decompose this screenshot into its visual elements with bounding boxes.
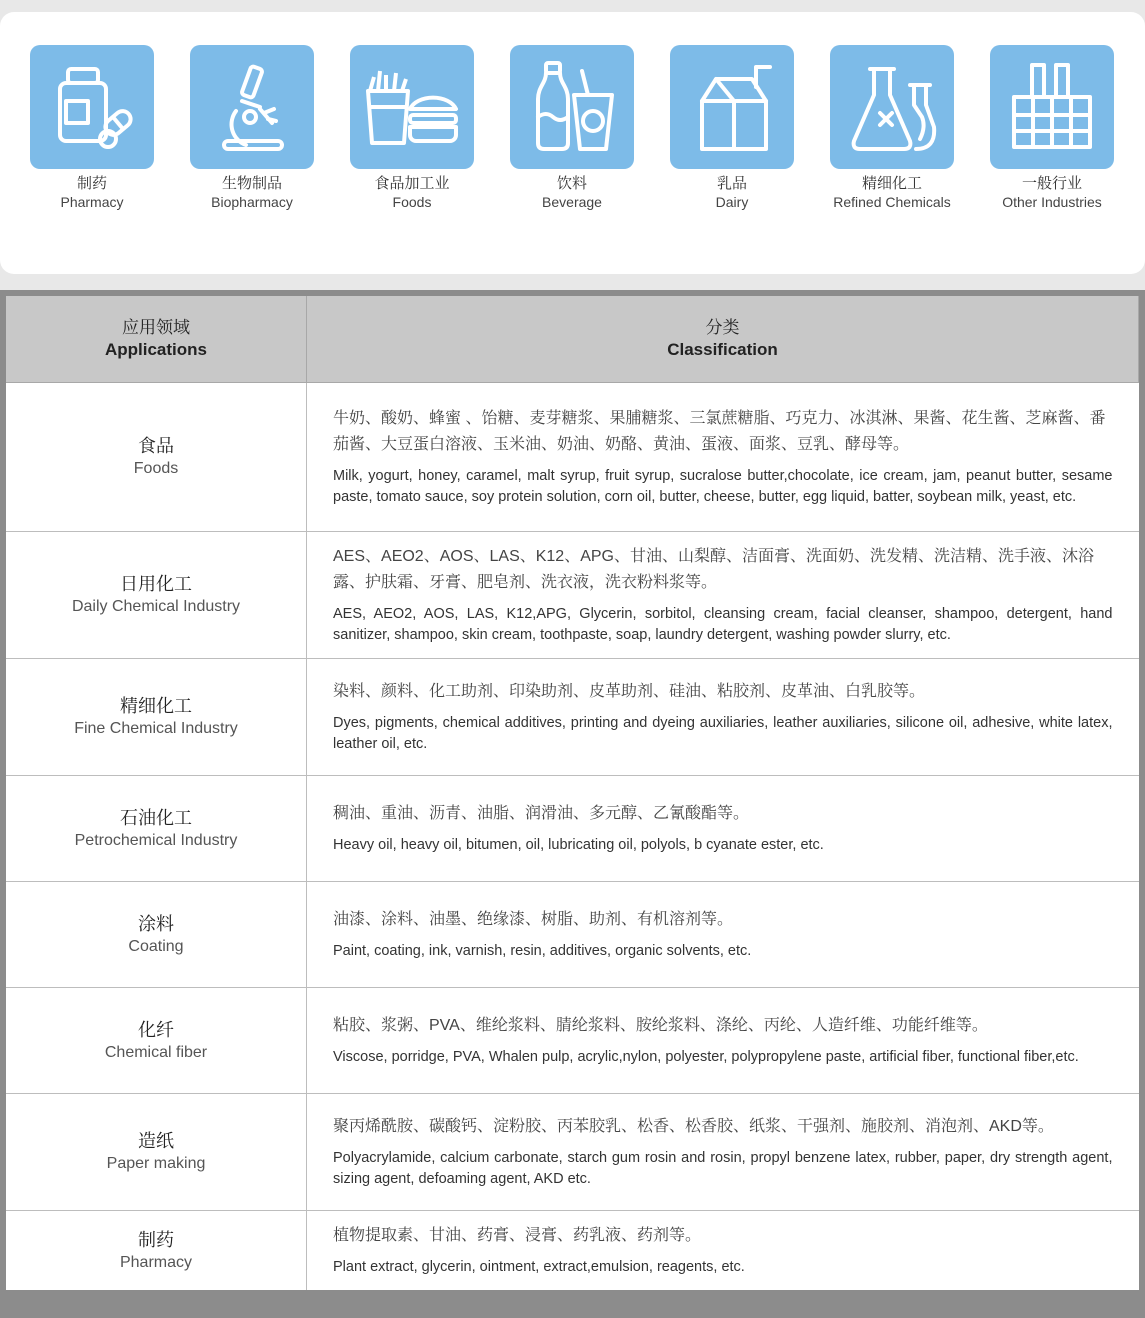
industry-label-cn: 乳品	[716, 175, 747, 192]
application-cn: 日用化工	[120, 574, 192, 594]
application-cn: 精细化工	[120, 696, 192, 716]
applications-table-container	[0, 290, 1145, 1318]
header-classification	[307, 296, 1139, 383]
industry-label-cn: 制药	[76, 175, 107, 192]
application-cn: 食品	[138, 436, 174, 456]
application-en: Foods	[133, 460, 179, 477]
classification-cn: 稠油、重油、沥青、油脂、润滑油、多元醇、乙氰酸酯等。	[333, 805, 750, 822]
industry-label-cn: 饮料	[556, 175, 587, 192]
classification-cell	[307, 776, 1139, 882]
application-cn: 石油化工	[120, 807, 192, 828]
applications-table	[6, 296, 1139, 1290]
industry-biopharmacy[interactable]	[172, 45, 332, 211]
table-row	[6, 383, 1139, 532]
application-cn: 造纸	[138, 1131, 174, 1151]
application-en: Petrochemical Industry	[74, 831, 238, 849]
classification-cell	[307, 532, 1139, 659]
industry-label-en: Other Industries	[1002, 194, 1102, 210]
table-row	[6, 776, 1139, 882]
microscope-icon	[190, 45, 314, 169]
classification-cn: 牛奶、酸奶、蜂蜜 、饴糖、麦芽糖浆、果脯糖浆、三氯蔗糖脂、巧克力、冰淇淋、果酱、花生酱、芝麻酱、番茄酱、大豆蛋白溶液、玉米油、奶油、奶酪、黄油、蛋液、面浆、豆乳、酵母等。	[333, 410, 1106, 453]
industry-label-en: Beverage	[542, 194, 602, 210]
classification-en: Heavy oil, heavy oil, bitumen, oil, lubricating oil, polyols, b cyanate ester, etc.	[333, 837, 824, 853]
industry-label-cn: 一般行业	[1021, 175, 1082, 192]
application-cn: 涂料	[138, 913, 174, 934]
industry-other[interactable]	[972, 45, 1132, 211]
fries-burger-icon	[350, 45, 474, 169]
table-row	[6, 1211, 1139, 1291]
classification-en: Milk, yogurt, honey, caramel, malt syrup, fruit syrup, sucralose butter,chocolate, ice cream, jam, peanut butter, sesame paste, tomato sauce, soy protein solution, corn oil, butter, cheese, butter, egg liquid, batter, soybean milk, yeast, etc.	[333, 468, 1113, 505]
industry-foods[interactable]	[332, 45, 492, 211]
industry-label-cn: 食品加工业	[374, 175, 450, 192]
table-row	[6, 882, 1139, 988]
application-cell	[6, 532, 307, 659]
application-cn: 化纤	[138, 1019, 174, 1040]
industry-label-en: Dairy	[715, 194, 749, 210]
table-row	[6, 988, 1139, 1094]
application-cell	[6, 659, 307, 776]
classification-en: Viscose, porridge, PVA, Whalen pulp, acrylic,nylon, polyester, polypropylene paste, artificial fiber, functional fiber,etc.	[333, 1049, 1079, 1065]
classification-cell	[307, 882, 1139, 988]
application-en: Daily Chemical Industry	[71, 598, 241, 615]
classification-en: Paint, coating, ink, varnish, resin, additives, organic solvents, etc.	[333, 943, 752, 959]
classification-cn: AES、AEO2、AOS、LAS、K12、APG、甘油、山梨醇、洁面膏、洗面奶、洗发精、洗洁精、洗手液、沐浴露、护肤霜、牙膏、肥皂剂、洗衣液，洗衣粉料浆等。	[333, 548, 1094, 591]
industry-icons-panel	[0, 12, 1145, 274]
classification-cell	[307, 383, 1139, 532]
industry-label-en: Biopharmacy	[211, 194, 293, 210]
classification-cn: 油漆、涂料、油墨、绝缘漆、树脂、助剂、有机溶剂等。	[333, 911, 734, 928]
industry-refined-chemicals[interactable]	[812, 45, 972, 211]
header-applications-en: Applications	[104, 340, 207, 359]
pill-bottle-icon	[30, 45, 154, 169]
table-row	[6, 1094, 1139, 1211]
milk-carton-icon	[670, 45, 794, 169]
header-applications-cn: 应用领域	[122, 318, 190, 337]
industry-label-cn: 精细化工	[861, 175, 922, 192]
industry-label-en: Foods	[392, 194, 432, 210]
bottle-cup-icon	[510, 45, 634, 169]
classification-cn: 植物提取素、甘油、药膏、浸膏、药乳液、药剂等。	[333, 1227, 702, 1244]
industry-label-cn: 生物制品	[221, 175, 282, 192]
classification-cell	[307, 988, 1139, 1094]
application-cell	[6, 988, 307, 1094]
classification-cn: 粘胶、浆粥、PVA、维纶浆料、腈纶浆料、胺纶浆料、涤纶、丙纶、人造纤维、功能纤维等。	[333, 1017, 988, 1034]
classification-cn: 聚丙烯酰胺、碳酸钙、淀粉胶、丙苯胶乳、松香、松香胶、纸浆、干强剂、施胶剂、消泡剂、AKD等。	[333, 1118, 1054, 1135]
application-cell	[6, 1211, 307, 1291]
classification-en: Polyacrylamide, calcium carbonate, starch gum rosin and rosin, propyl benzene latex, rubber, paper, dry strength agent, sizing agent, defoaming agent, AKD etc.	[333, 1150, 1113, 1187]
application-en: Paper making	[106, 1155, 206, 1172]
application-en: Fine Chemical Industry	[74, 720, 238, 737]
industry-label-en: Pharmacy	[60, 194, 124, 210]
classification-cell	[307, 1094, 1139, 1211]
application-cell	[6, 882, 307, 988]
industry-beverage[interactable]	[492, 45, 652, 211]
flask-icon	[830, 45, 954, 169]
table-row	[6, 659, 1139, 776]
industry-pharmacy[interactable]	[12, 45, 172, 211]
classification-en: Plant extract, glycerin, ointment, extract,emulsion, reagents, etc.	[333, 1259, 745, 1275]
header-applications	[6, 296, 307, 383]
factory-icon	[990, 45, 1114, 169]
table-header-row	[6, 296, 1139, 383]
classification-cell	[307, 659, 1139, 776]
classification-en: AES, AEO2, AOS, LAS, K12,APG, Glycerin, sorbitol, cleansing cream, facial cleanser, shampoo, detergent, hand sanitizer, shampoo, skin cream, toothpaste, soap, laundry detergent, washing powder slurry, etc.	[333, 606, 1113, 643]
application-en: Coating	[128, 937, 184, 955]
table-row	[6, 532, 1139, 659]
header-classification-cn: 分类	[705, 318, 740, 337]
application-cn: 制药	[138, 1229, 174, 1250]
application-cell	[6, 1094, 307, 1211]
classification-cell	[307, 1211, 1139, 1291]
industry-label-en: Refined Chemicals	[833, 194, 951, 210]
industry-dairy[interactable]	[652, 45, 812, 211]
application-en: Chemical fiber	[104, 1043, 208, 1061]
header-classification-en: Classification	[667, 340, 778, 359]
application-cell	[6, 776, 307, 882]
application-cell	[6, 383, 307, 532]
classification-en: Dyes, pigments, chemical additives, printing and dyeing auxiliaries, leather auxiliaries, silicone oil, adhesive, white latex, leather oil, etc.	[333, 715, 1113, 752]
classification-cn: 染料、颜料、化工助剂、印染助剂、皮革助剂、硅油、粘胶剂、皮革油、白乳胶等。	[333, 683, 926, 700]
application-en: Pharmacy	[119, 1253, 193, 1271]
